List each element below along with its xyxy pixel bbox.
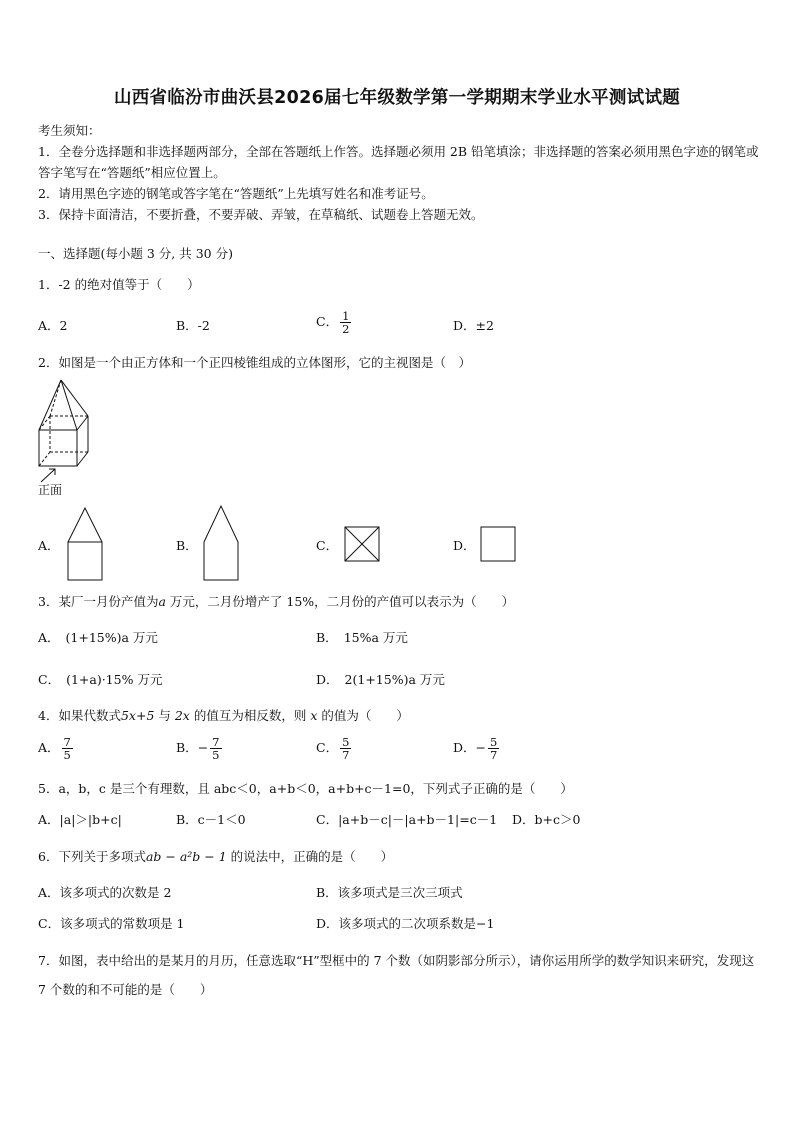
q5-option-d: D．b+c＞0 xyxy=(512,812,581,827)
q3-option-c-label: C． xyxy=(38,672,61,687)
q6-option-a: A．该多项式的次数是 2 xyxy=(38,885,172,900)
question-5-stem: 5．a，b，c 是三个有理数，且 abc＜0，a+b＜0，a+b+c－1=0，下列式子正确的是（ ） xyxy=(38,781,573,796)
fraction-denominator: 2 xyxy=(342,322,350,337)
q3-stem-var: a xyxy=(158,594,166,609)
question-3-stem xyxy=(38,594,514,609)
q3-option-d xyxy=(316,672,445,687)
q1-option-c-fraction xyxy=(340,310,351,335)
q1-option-d: D．±2 xyxy=(453,318,494,333)
q2-option-c-label: C． xyxy=(316,538,339,553)
q4-option-c-fraction xyxy=(340,736,351,761)
q1-option-b: B．-2 xyxy=(176,318,210,333)
q4-stem-mid: 与 xyxy=(154,708,175,723)
fraction-numerator: 7 xyxy=(63,735,71,749)
q5-option-a: A．|a|＞|b+c| xyxy=(38,812,122,827)
question-1-stem: 1．-2 的绝对值等于（ ） xyxy=(38,277,200,292)
q4-stem-pre: 4．如果代数式 xyxy=(38,708,121,723)
q1-option-c xyxy=(316,310,353,335)
q4-option-c-label: C． xyxy=(316,740,339,756)
q6-stem-expr: ab − a²b − 1 xyxy=(145,849,227,864)
question-2-stem: 2．如图是一个由正方体和一个正四棱锥组成的立体图形，它的主视图是（ ） xyxy=(38,355,471,370)
q4-option-d-fraction xyxy=(488,736,499,761)
q3-option-c-unit: 万元 xyxy=(133,672,163,687)
q4-option-b-fraction xyxy=(210,736,221,761)
q3-option-d-expr: 2(1+15%)a xyxy=(344,672,416,687)
q3-option-c-expr: (1+a)·15% xyxy=(66,672,134,687)
q3-option-a xyxy=(38,630,158,645)
q2-option-b-label: B． xyxy=(176,538,198,553)
q4-stem-expr2: 2x xyxy=(174,708,190,723)
q6-option-b: B．该多项式是三次三项式 xyxy=(316,885,463,900)
q6-stem-post: 的说法中，正确的是（ ） xyxy=(226,849,394,864)
front-view-label: 正面 xyxy=(38,483,63,497)
q1-option-c-label: C． xyxy=(316,314,339,330)
notes-item: 3．保持卡面清洁，不要折叠，不要弄破、弄皱，在草稿纸、试题卷上答题无效。 xyxy=(38,207,484,222)
q4-option-a-fraction xyxy=(62,736,73,761)
q4-option-b xyxy=(176,736,224,761)
q3-option-b-expr: 15%a xyxy=(343,630,379,645)
q2-option-d-shape xyxy=(480,526,516,562)
q5-option-c: C．|a+b－c|－|a+b－1|=c－1 xyxy=(316,812,498,827)
q4-option-d-label: D． xyxy=(453,740,476,756)
fraction-numerator: 5 xyxy=(490,735,498,749)
cube-pyramid-figure xyxy=(30,378,94,498)
section-title: 一、选择题(每小题 3 分, 共 30 分) xyxy=(38,246,233,261)
q3-option-a-unit: 万元 xyxy=(128,630,158,645)
fraction-numerator: 1 xyxy=(342,309,350,323)
q4-option-a-label: A． xyxy=(38,740,60,756)
q2-option-d-label: D． xyxy=(453,538,476,553)
q2-option-c-shape xyxy=(344,526,380,562)
q6-option-c: C．该多项式的常数项是 1 xyxy=(38,916,185,931)
q1-option-a: A．2 xyxy=(38,318,68,333)
q2-option-b-shape xyxy=(203,504,243,582)
q4-stem-var: x xyxy=(310,708,318,723)
q3-option-a-expr: (1+15%)a xyxy=(65,630,129,645)
q2-option-a-shape xyxy=(67,506,107,582)
notes-item: 1．全卷分选择题和非选择题两部分，全部在答题纸上作答。选择题必须用 2B 铅笔填涂；非选择题的答案必须用黑色字迹的钢笔或答字笔写在“答题纸”相应位置上。 xyxy=(38,144,759,180)
q3-option-a-label: A． xyxy=(38,630,60,645)
q3-option-b-label: B． xyxy=(316,630,338,645)
notes-heading: 考生须知： xyxy=(38,123,101,138)
q2-option-a-label: A． xyxy=(38,538,60,553)
question-7-stem: 7．如图，表中给出的是某月的月历，任意选取“H”型框中的 7 个数（如阴影部分所示），请你运用所学的数学知识来研究，发现这 7 个数的和不可能的是（ ） xyxy=(38,953,755,997)
q6-option-d: D．该多项式的二次项系数是−1 xyxy=(316,916,495,931)
q3-option-b-unit: 万元 xyxy=(378,630,408,645)
question-4-stem xyxy=(38,708,409,723)
fraction-numerator: 7 xyxy=(212,735,220,749)
q4-option-d-sign: − xyxy=(475,740,487,756)
q4-option-b-sign: − xyxy=(197,740,209,756)
q3-stem-pre: 3．某厂一月份产值为 xyxy=(38,594,159,609)
q3-stem-post: 万元，二月份增产了 15%，二月份的产值可以表示为（ ） xyxy=(165,594,515,609)
q4-stem-mid2: 的值互为相反数，则 xyxy=(189,708,311,723)
fraction-denominator: 7 xyxy=(342,748,350,763)
fraction-denominator: 7 xyxy=(490,748,498,763)
notes-item: 2．请用黑色字迹的钢笔或答字笔在“答题纸”上先填写姓名和准考证号。 xyxy=(38,186,434,201)
q5-option-b: B．c－1＜0 xyxy=(176,812,246,827)
q4-option-b-label: B． xyxy=(176,740,198,756)
question-6-stem xyxy=(38,849,393,864)
q3-option-c xyxy=(38,672,162,687)
q3-option-d-label: D． xyxy=(316,672,339,687)
q4-option-a xyxy=(38,736,75,761)
fraction-denominator: 5 xyxy=(212,748,220,763)
q6-stem-pre: 6．下列关于多项式 xyxy=(38,849,146,864)
q4-option-c xyxy=(316,736,353,761)
q3-option-b xyxy=(316,630,408,645)
q3-option-d-unit: 万元 xyxy=(415,672,445,687)
fraction-denominator: 5 xyxy=(63,748,71,763)
page-title: 山西省临汾市曲沃县2026届七年级数学第一学期期末学业水平测试试题 xyxy=(113,88,681,108)
fraction-numerator: 5 xyxy=(342,735,350,749)
exam-notes xyxy=(38,120,760,225)
q4-stem-post: 的值为（ ） xyxy=(317,708,409,723)
q4-option-d xyxy=(453,736,501,761)
q4-stem-expr1: 5x+5 xyxy=(120,708,155,723)
